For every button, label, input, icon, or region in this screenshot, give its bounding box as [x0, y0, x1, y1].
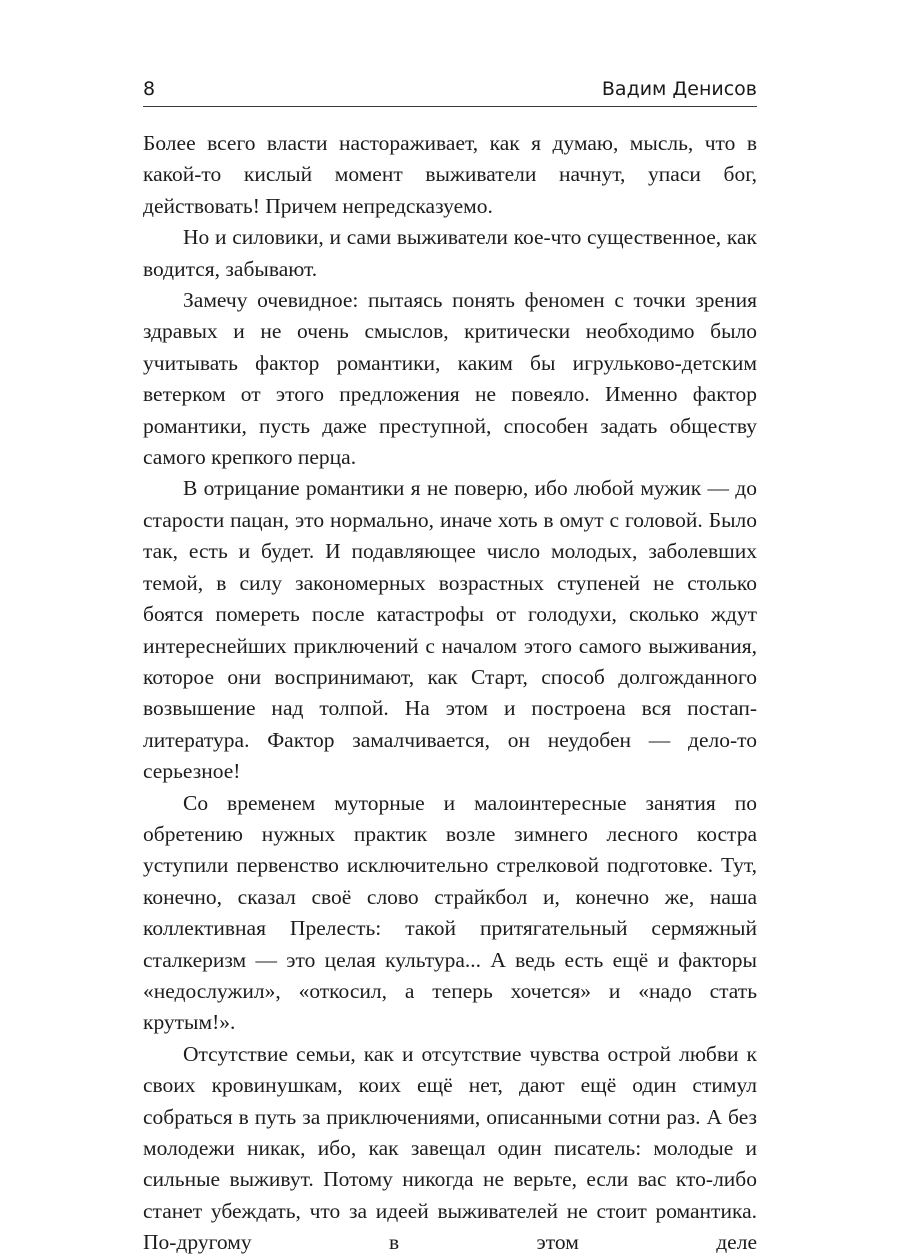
paragraph: Отсутствие семьи, как и отсутствие чувства острой любви к своих кровинушкам, коих ещё нет, дают ещё один стимул собраться в путь за приключениями, описанными сотни раз. А без молодежи никак, ибо, как завещал один писатель: молодые и сильные выживут. Потому никогда не верьте, если вас кто-либо станет убеждать, что за идеей выживателей не стоит романтика. По-другому в этом деле — [143, 1041, 757, 1255]
body-text — [143, 128, 757, 1259]
paragraph: Более всего власти настораживает, как я думаю, мысль, что в какой-то кислый момент выживатели начнут, упаси бог, действовать! Причем непредсказуемо. — [143, 131, 757, 218]
paragraph: Со временем муторные и малоинтересные занятия по обретению нужных практик возле зимнего лесного костра уступили первенство исключительно стрелковой подготовке. Тут, конечно, сказал своё слово страйкбол и, конечно же, наша коллективная Прелесть: такой притягательный сермяжный сталкеризм — это целая культура... А ведь есть ещё и факторы «недослужил», «откосил, а теперь хочется» и «надо стать крутым!». — [143, 790, 757, 1035]
page-number: 8 — [143, 78, 156, 100]
paragraph: Но и силовики, и сами выживатели кое-что существенное, как водится, забывают. — [143, 225, 757, 281]
paragraph: В отрицание романтики я не поверю, ибо любой мужик — до старости пацан, это нормально, иначе хоть в омут с головой. Было так, есть и будет. И подавляющее число молодых, заболевших темой, в силу закономерных возрастных ступеней не столько боятся помереть после катастрофы от голодухи, сколько ждут интереснейших приключений с началом этого самого выживания, которое они воспринимают, как Старт, способ долгожданного возвышение над толпой. На этом и построена вся постап-литература. Фактор замалчивается, он неудобен — дело-то серьезное! — [143, 476, 757, 784]
page-header — [143, 76, 757, 108]
header-divider — [143, 106, 757, 107]
paragraph: Замечу очевидное: пытаясь понять феномен с точки зрения здравых и не очень смыслов, критически необходимо было учитывать фактор романтики, каким бы игрульково-детским ветерком от этого предложения не повеяло. Именно фактор романтики, пусть даже преступной, способен задать обществу самого крепкого перца. — [143, 288, 757, 470]
running-head-author: Вадим Денисов — [601, 78, 757, 100]
